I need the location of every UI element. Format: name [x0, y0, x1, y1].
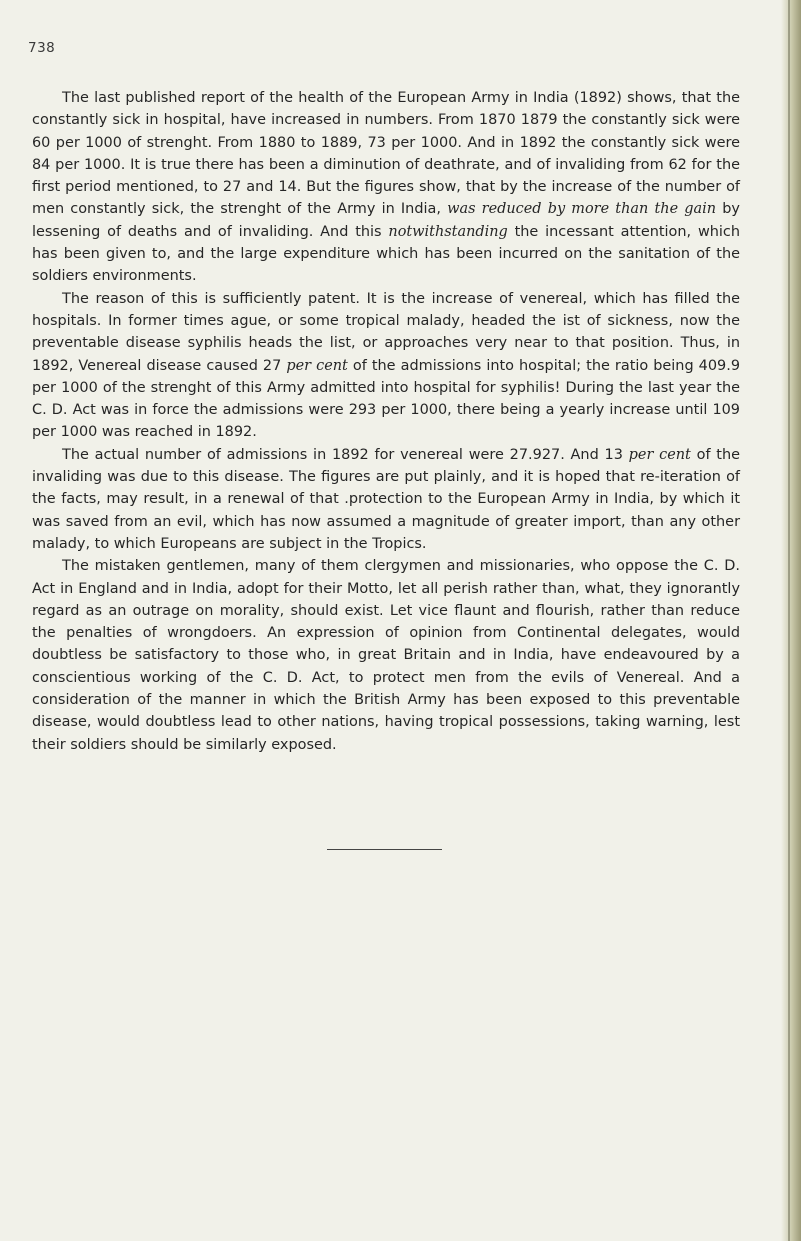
- page-edge-line: [788, 0, 790, 1241]
- text-run: The last published report of the health of the European Army in India (1892) shows, that the constantly sick in hospital, have increased in numbers. From 1870 1879 the constantly sick were 60 per 1000 of strenght. From 1880 to 1889, 73 per 1000. And in 1892 the constantly sick were 84 per 1000. It is true there has been a diminution of deathrate, and of invaliding from 62 for the first period mentioned, to 27 and 14. But the figures show, that by the increase of the number of men constantly sick, the strenght of the Army in India,: [32, 90, 740, 218]
- italic-text: per cent: [628, 446, 691, 463]
- text-run: by lessening of deaths and of invaliding. And this: [32, 201, 740, 240]
- page-number: 738: [28, 40, 56, 56]
- paragraph-1: [32, 87, 740, 288]
- italic-text: was reduced by more than the gain: [447, 201, 717, 218]
- page-edge-shadow: [781, 0, 801, 1241]
- text-run: The reason of this is sufficiently patent. It is the increase of venereal, which has filled the hospitals. In former times ague, or some tropical malady, headed the ist of sickness, now the preventable disease syphilis heads the list, or approaches very near to that position. Thus, in 1892, Venereal disease caused 27: [32, 290, 740, 374]
- body-text: [32, 87, 740, 756]
- text-run: the incessant attention, which has been given to, and the large expenditure which has been incurred on the sanitation of the soldiers environments.: [32, 223, 740, 285]
- text-run: The actual number of admissions in 1892 for venereal were 27.927. And 13: [62, 446, 629, 463]
- italic-text: per cent: [286, 357, 348, 374]
- paragraph-3: [32, 444, 740, 555]
- text-run: The mistaken gentlemen, many of them clergymen and missionaries, who oppose the C. D. Act in England and in India, adopt for their Motto, let all perish rather than, what, they ignorantly regard as an outrage on morality, should exist. Let vice flaunt and flourish, rather than reduce the penalties of wrongdoers. An expression of opinion from Continental delegates, would doubtless be satisfactory to those who, in great Britain and in India, have endeavoured by a conscientious working of the C. D. Act, to protect men from the evils of Venereal. And a consideration of the manner in which the British Army has been exposed to this preventable disease, would doubtless lead to other nations, having tropical possessions, taking warning, lest their soldiers should be similarly exposed.: [32, 558, 740, 753]
- italic-text: notwithstanding: [388, 223, 508, 240]
- paragraph-2: [32, 288, 740, 444]
- paragraph-4: [32, 555, 740, 756]
- text-run: of the invaliding was due to this disease. The figures are put plainly, and it is hoped that re-iteration of the facts, may result, in a renewal of that .protection to the European Army in India, by which it was saved from an evil, which has now assumed a magnitude of greater import, than any other malady, to which Europeans are subject in the Tropics.: [32, 446, 740, 552]
- end-divider: [327, 849, 442, 850]
- text-run: of the admissions into hospital; the ratio being 409.9 per 1000 of the strenght of this Army admitted into hospital for syphilis! During the last year the C. D. Act was in force the admissions were 293 per 1000, there being a yearly increase until 109 per 1000 was reached in 1892.: [32, 357, 741, 441]
